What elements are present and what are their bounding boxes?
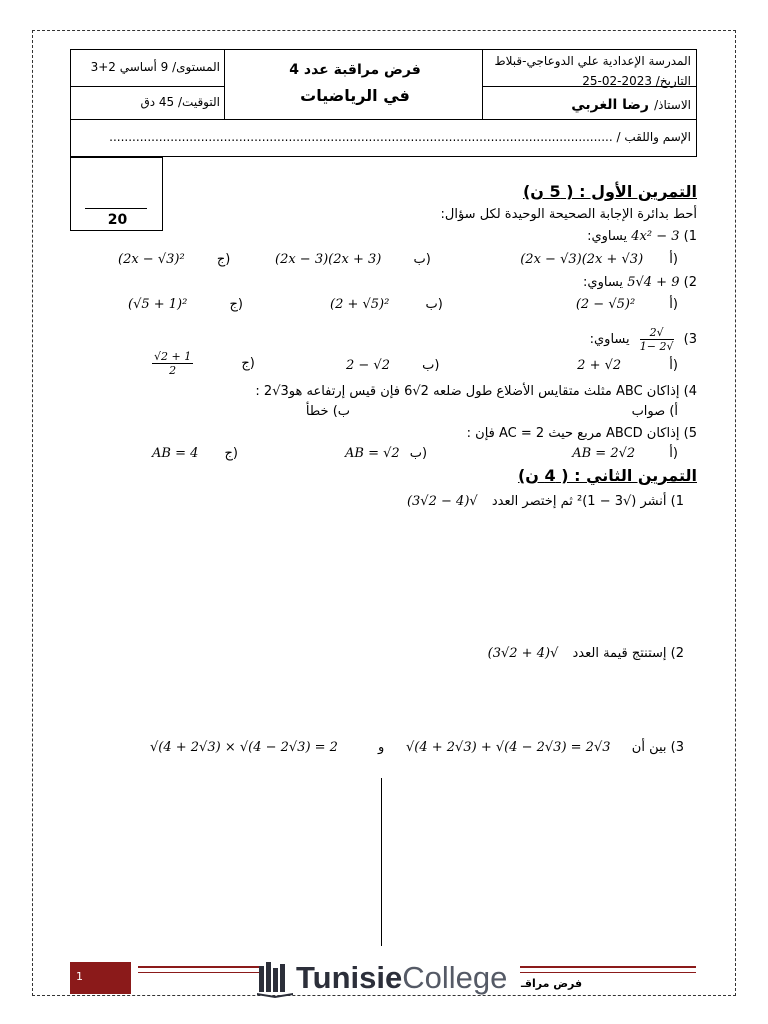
q3-choice-c-num: √2 + 1 (154, 350, 192, 363)
q5-choice-a-expr: AB = 2√2 (572, 446, 636, 461)
ex2-q3-expr1: √(4 + 2√3) + √(4 − 2√3) = 2√3 (406, 740, 611, 755)
q5-choice-a-letter: أ) (669, 446, 678, 461)
q3-choice-c-den: 2 (169, 364, 177, 377)
q3-choice-c[interactable] (152, 350, 255, 377)
q5-statement (467, 426, 697, 441)
q2-choice-a[interactable] (576, 297, 678, 312)
q4-choice-b[interactable] (306, 404, 350, 419)
q3-number: 3) (683, 332, 697, 347)
q3-choice-b-letter: ب) (422, 358, 440, 373)
q1-choice-a-expr: (2x − √3)(2x + √3) (520, 252, 644, 267)
teacher-line (571, 94, 691, 113)
q4-choice-b-text: خطأ (305, 404, 329, 419)
q5-choice-c-letter: ج) (224, 446, 238, 461)
exercise2-title: التمرين الثاني : ( 4 ن) (517, 466, 697, 485)
q1-choice-a[interactable] (520, 252, 678, 267)
q2-choice-a-expr: (2 − √5)² (575, 297, 636, 312)
tunisiecollege-brand (296, 958, 507, 998)
q2-suffix: يساوي: (583, 275, 624, 290)
q2-choice-a-letter: أ) (669, 297, 678, 312)
tunisiecollege-logo-icon (256, 960, 294, 998)
name-field[interactable]: الإسم واللقب / .................................................................................................................................... (109, 130, 691, 144)
exam-date: التاريخ/ 2023-02-25 (582, 74, 691, 88)
page-number: 1 (76, 970, 83, 983)
q4-number: 4) (683, 384, 697, 399)
q1-choice-b[interactable] (275, 252, 431, 267)
q1-choice-c-expr: (2x − √3)² (118, 252, 185, 267)
q1-number: 1) (683, 229, 697, 244)
ex2-q2-text: 2) إستنتج قيمة العدد (572, 646, 684, 661)
ex2-q1-text: 1) أنشر (√3 − 1)² ثم إختصر العدد (491, 494, 684, 509)
q4-choice-a-text: صواب (631, 404, 666, 419)
level-field: المستوى/ 9 أساسي 2+3 (90, 60, 220, 74)
q2-choice-b-expr: (2 + √5)² (330, 297, 390, 312)
q3-suffix: يساوي: (589, 332, 630, 347)
q1-choice-a-letter: أ) (669, 252, 678, 267)
q3-choice-c-letter: ج) (241, 356, 255, 371)
q2-expression: 9 + 4√5 (627, 275, 680, 290)
q3-choice-b-expr: 2 − √2 (346, 358, 390, 373)
q2-statement (583, 275, 697, 290)
q5-choice-b-expr: AB = √2 (345, 446, 400, 461)
q3-choice-a[interactable] (577, 358, 678, 373)
q3-fraction-num: √2 (640, 326, 674, 340)
ex2-q1-expr: √(4 − 2√3) (406, 494, 478, 509)
q3-fraction (640, 326, 674, 353)
q5-choice-b[interactable] (345, 446, 427, 461)
ex2-q3-and: و (378, 740, 385, 755)
q5-choice-a[interactable] (572, 446, 678, 461)
footer-rule-right (520, 966, 696, 968)
q5-choice-c-expr: AB = 4 (152, 446, 199, 461)
ex2-q2-expr: √(4 + 2√3) (487, 646, 559, 661)
q5-choice-b-letter: ب) (409, 446, 428, 461)
teacher-name: رضا الغربي (571, 97, 649, 113)
page-number-box (70, 962, 131, 994)
ex2-q2 (488, 646, 684, 661)
q3-choice-b[interactable] (346, 358, 439, 373)
q1-choice-b-expr: (2x − 3)(2x + 3) (275, 252, 382, 267)
q5-number: 5) (683, 426, 697, 441)
brand-tunisie: Tunisie (296, 960, 403, 995)
exercise1-title: التمرين الأول : ( 5 ن) (522, 182, 697, 201)
teacher-label: الاستاذ/ (654, 98, 691, 112)
q2-choice-c[interactable] (128, 297, 243, 312)
duration-field: التوقيت/ 45 دق (140, 95, 220, 109)
q2-choice-b-letter: ب) (425, 297, 443, 312)
q1-choice-c-letter: ج) (216, 252, 231, 267)
footer-rule-left-thin (138, 972, 260, 973)
exercise1-instruction: أحط بدائرة الإجابة الصحيحة الوحيدة لكل سؤال: (440, 207, 697, 222)
q4-choice-a[interactable] (632, 404, 678, 419)
q1-choice-b-letter: ب) (413, 252, 431, 267)
footer-rule-left (138, 966, 260, 968)
school-name: المدرسة الإعدادية علي الدوعاجي-قبلاط (494, 54, 691, 68)
footer-text: فرض مراقـ (521, 977, 583, 990)
q2-choice-c-expr: (√5 + 1)² (128, 297, 188, 312)
q4-text: إذاكان ABC مثلث متقايس الأضلاع طول ضلعه 2√6 فإن قيس إرتفاعه هو3√2 : (255, 384, 680, 399)
q1-choice-c[interactable] (118, 252, 230, 267)
q2-number: 2) (683, 275, 697, 290)
q3-choice-a-expr: 2 + √2 (577, 358, 622, 373)
ex2-q1 (407, 494, 684, 509)
footer-rule-right-thin (520, 972, 696, 973)
brand-college: College (402, 960, 508, 995)
q1-suffix: يساوي: (587, 229, 628, 244)
answer-divider (381, 778, 382, 946)
exam-title: فرض مراقبة عدد 4 (289, 62, 421, 78)
q4-choice-b-letter: ب) (332, 404, 350, 419)
q3-choice-a-letter: أ) (669, 358, 678, 373)
q5-text: إذاكان ABCD مربع حيث AC = 2 فإن : (466, 426, 680, 441)
q3-choice-c-fraction (152, 350, 193, 377)
q2-choice-b[interactable] (330, 297, 443, 312)
ex2-q3-expr2: √(4 + 2√3) × √(4 − 2√3) = 2 (150, 740, 338, 755)
q5-choice-c[interactable] (152, 446, 238, 461)
score-line (85, 208, 147, 209)
score-box (70, 157, 163, 231)
q2-choice-c-letter: ج) (229, 297, 243, 312)
score-total: 20 (107, 212, 128, 228)
ex2-q3-label: 3) بين أن (631, 740, 684, 755)
q1-expression: 4x² − 3 (631, 229, 680, 244)
exam-subject: في الرياضيات (300, 86, 410, 105)
q3-statement (590, 326, 697, 353)
q1-statement (587, 229, 697, 244)
q4-choice-a-letter: أ) (669, 404, 678, 419)
q4-statement (255, 384, 697, 399)
q3-fraction-den: √2 −1 (639, 340, 674, 353)
